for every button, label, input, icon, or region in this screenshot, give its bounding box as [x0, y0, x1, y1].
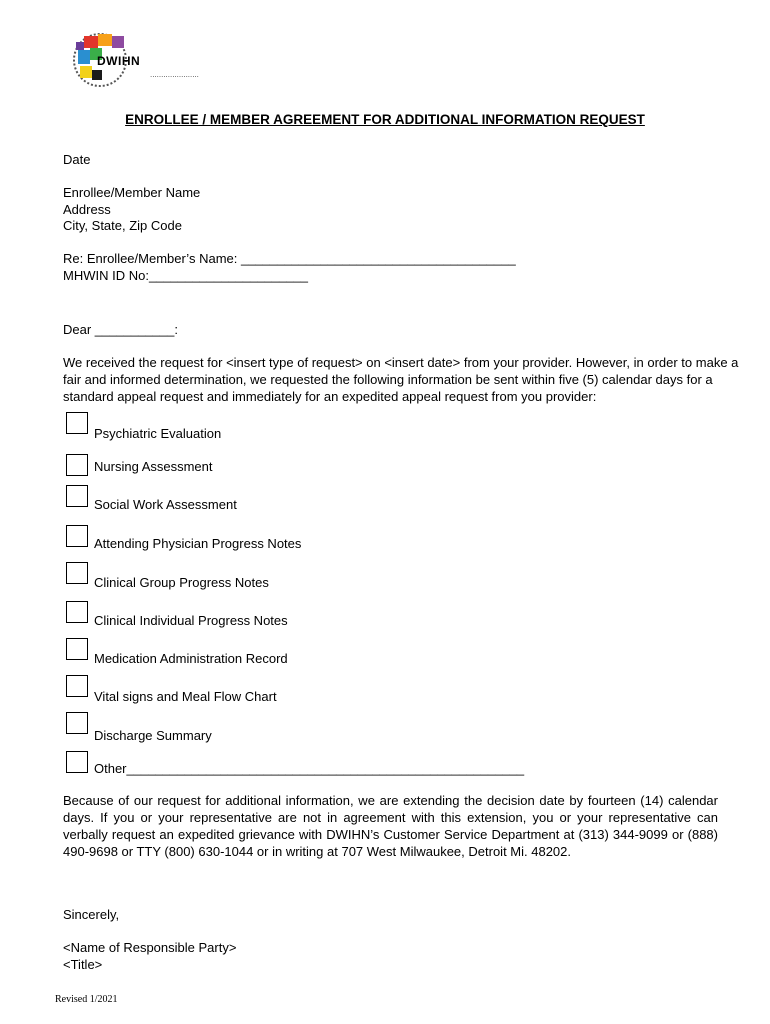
checklist-label: Medication Administration Record: [94, 651, 288, 666]
signature-name: <Name of Responsible Party>: [63, 940, 237, 955]
checkbox-psychiatric[interactable]: [66, 412, 88, 434]
address-name: Enrollee/Member Name: [63, 185, 201, 200]
checkbox-physician-notes[interactable]: [66, 525, 88, 547]
checkbox-medication-record[interactable]: [66, 638, 88, 660]
dwihn-logo: [70, 26, 230, 88]
logo-tagline: ......................: [150, 70, 199, 79]
checkbox-discharge-summary[interactable]: [66, 712, 88, 734]
checkbox-group-notes[interactable]: [66, 562, 88, 584]
page-title: ENROLLEE / MEMBER AGREEMENT FOR ADDITIONAL INFORMATION REQUEST: [125, 112, 645, 127]
checklist-label: Vital signs and Meal Flow Chart: [94, 689, 277, 704]
checklist-label: Discharge Summary: [94, 728, 212, 743]
checkbox-vital-signs[interactable]: [66, 675, 88, 697]
checklist-label: Nursing Assessment: [94, 459, 213, 474]
revision-footer: Revised 1/2021: [55, 994, 118, 1005]
checklist-label: Attending Physician Progress Notes: [94, 536, 302, 551]
address-city: City, State, Zip Code: [63, 218, 182, 233]
checklist-label-other: Other_______________________________________________________: [94, 761, 525, 776]
checklist-label: Clinical Individual Progress Notes: [94, 613, 288, 628]
salutation: Dear ___________:: [63, 322, 178, 337]
checklist-label: Clinical Group Progress Notes: [94, 575, 269, 590]
logo-text: DWIHN: [97, 54, 141, 68]
re-line: Re: Enrollee/Member’s Name: ______________________________________: [63, 251, 516, 266]
extension-paragraph: Because of our request for additional information, we are extending the decision date by fourteen (14) calendar days. If you or your representative are not in agreement with this extension, you or your representative can verbally request an expedited grievance with DWIHN’s Customer Service Department at (313) 344-9099 or (888) 490-9698 or TTY (800) 630-1044 or in writing at 707 West Milwaukee, Detroit Mi. 48202.: [63, 793, 718, 859]
signature-title: <Title>: [63, 957, 103, 972]
checkbox-social-work[interactable]: [66, 485, 88, 507]
checkbox-individual-notes[interactable]: [66, 601, 88, 623]
closing: Sincerely,: [63, 907, 120, 922]
address-line: Address: [63, 202, 111, 217]
checklist-label: Social Work Assessment: [94, 497, 237, 512]
checkbox-other[interactable]: [66, 751, 88, 773]
checkbox-nursing[interactable]: [66, 454, 88, 476]
intro-paragraph: We received the request for <insert type of request> on <insert date> from your provider. However, in order to make a fair and informed determination, we requested the following information be sent within five (5) calendar days for a standard appeal request and immediately for an expedited appeal request from you provider:: [63, 355, 739, 404]
date-label: Date: [63, 152, 91, 167]
id-line: MHWIN ID No:______________________: [63, 268, 309, 283]
checklist-label: Psychiatric Evaluation: [94, 426, 222, 441]
